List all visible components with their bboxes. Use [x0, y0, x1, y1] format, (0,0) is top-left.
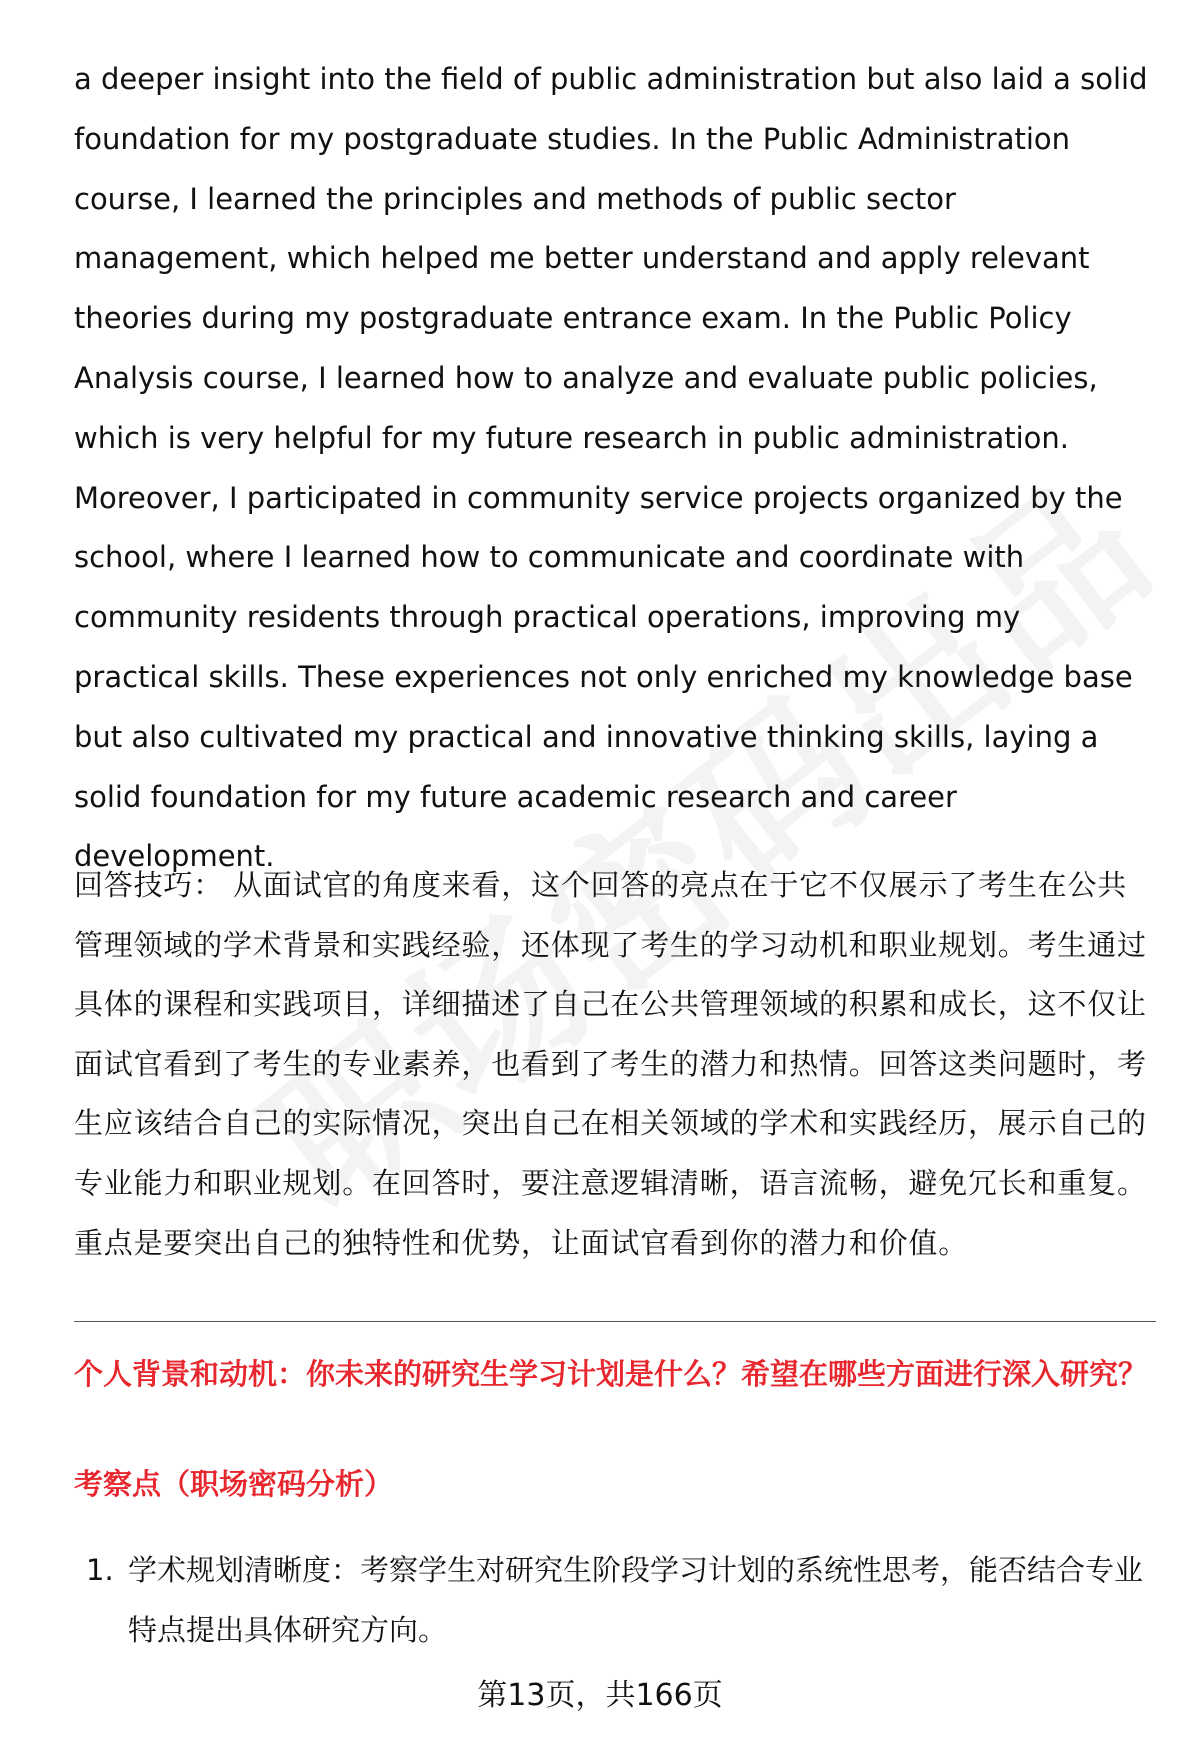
answer-paragraph-english: a deeper insight into the field of public administration but also laid a solid foundation for my postgraduate studies. In the Public Administration course, I learned the principles and methods of public sector management, which helped me better understand and apply relevant theories during my postgraduate entrance exam. In the Public Policy Analysis course, I learned how to analyze and evaluate public policies, which is very helpful for my future research in public administration. Moreover, I participated in community service projects organized by the school, where I learned how to communicate and coordinate with community residents through practical operations, improving my practical skills. These experiences not only enriched my knowledge base but also cultivated my practical and innovative thinking skills, laying a solid foundation for my future academic research and career development.	[74, 62, 1148, 874]
tip-text: 从面试官的角度来看，这个回答的亮点在于它不仅展示了考生在公共管理领域的学术背景和实践经验，还体现了考生的学习动机和职业规划。考生通过具体的课程和实践项目，详细描述了自己在公共管理领域的积累和成长，这不仅让面试官看到了考生的专业素养，也看到了考生的潜力和热情。回答这类问题时，考生应该结合自己的实际情况，突出自己在相关领域的学术和实践经历，展示自己的专业能力和职业规划。在回答时，要注意逻辑清晰，语言流畅，避免冗长和重复。重点是要突出自己的独特性和优势，让面试官看到你的潜力和价值。	[74, 868, 1147, 1260]
assessment-list	[74, 1540, 1156, 1660]
answer-tip-paragraph	[74, 856, 1156, 1273]
list-item-text: 学术规划清晰度：考察学生对研究生阶段学习计划的系统性思考，能否结合专业特点提出具体研究方向。	[128, 1553, 1144, 1647]
page-number: 第13页，共166页	[477, 1678, 723, 1713]
section-divider	[74, 1321, 1156, 1322]
tip-label: 回答技巧：	[74, 868, 224, 902]
assessment-heading: 考察点（职场密码分析）	[74, 1467, 394, 1501]
question-heading: 个人背景和动机：你未来的研究生学习计划是什么？希望在哪些方面进行深入研究？	[74, 1357, 1148, 1391]
list-item	[74, 1540, 1156, 1660]
list-item-number: 1.	[86, 1553, 114, 1587]
